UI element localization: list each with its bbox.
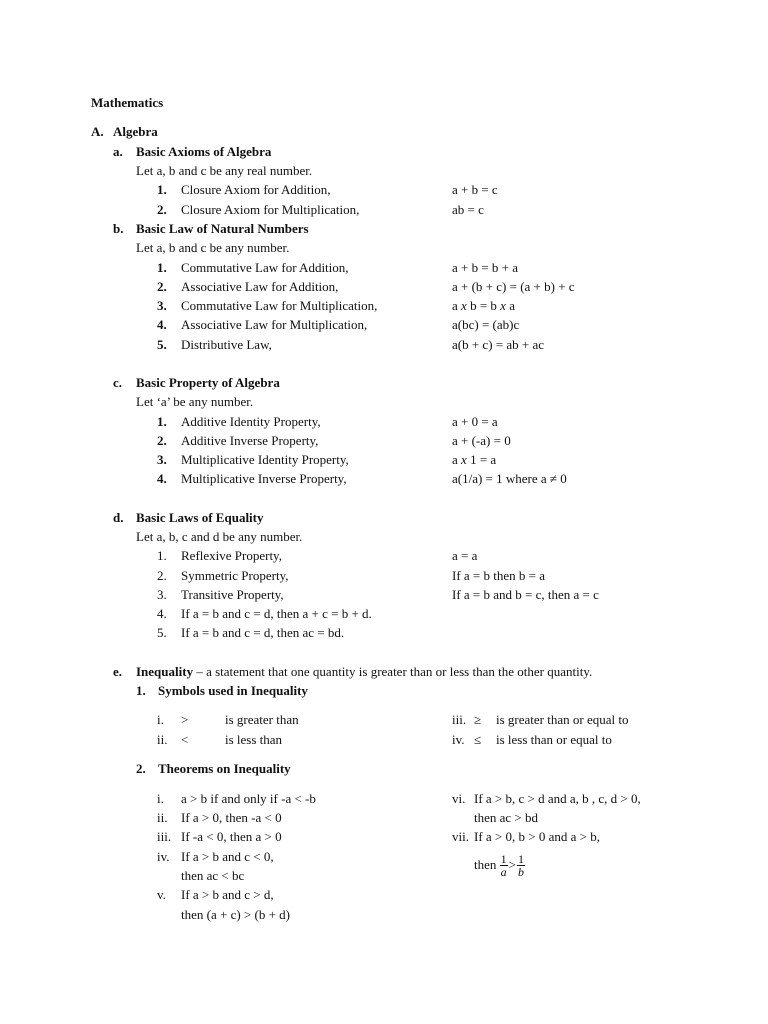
list-item-number: 4. [157,317,167,332]
list-item-number: 1. [157,548,167,563]
list-item-text: Symmetric Property, [181,568,289,583]
page-title: Mathematics [91,95,164,110]
symbol-item-meaning: is greater than [225,712,299,727]
list-item-formula: a + (b + c) = (a + b) + c [452,279,575,294]
list-item-number: 4. [157,606,167,621]
theorem-line: If a > 0, then -a < 0 [181,810,282,825]
list-item-text: Multiplicative Identity Property, [181,452,349,467]
symbol-item-number: i. [157,712,164,727]
list-item-formula: a x b = b x a [452,298,515,313]
theorem-number: i. [157,791,164,806]
section-a-heading: Algebra [113,124,158,139]
symbol-item-number: iv. [452,732,465,747]
list-item-formula: a(bc) = (ab)c [452,317,520,332]
symbol-item-number: iii. [452,712,467,727]
sub-c-intro: Let ‘a’ be any number. [136,394,254,409]
symbol-item-symbol: < [181,732,189,747]
theorem-line: If a > 0, b > 0 and a > b, [474,829,600,844]
theorem-line: If -a < 0, then a > 0 [181,829,282,844]
sub-e-definition: – a statement that one quantity is greater than or less than the other quantity. [193,664,593,679]
list-item-text: Additive Identity Property, [181,414,321,429]
sub-e-heading: Inequality [136,664,194,679]
list-item-text: Multiplicative Inverse Property, [181,471,347,486]
symbol-item-symbol: > [181,712,189,727]
theorem-number: vi. [452,791,466,806]
theorems-heading: Theorems on Inequality [158,761,291,776]
theorem-number: v. [157,887,166,902]
theorem-line: If a > b, c > d and a, b , c, d > 0, [474,791,641,806]
sub-c-marker: c. [113,375,123,390]
list-item-number: 2. [157,279,167,294]
list-item-text: Associative Law for Multiplication, [181,317,368,332]
theorem-line: then ac < bc [181,868,245,883]
symbols-heading: Symbols used in Inequality [158,683,308,698]
list-item-text: Closure Axiom for Addition, [181,182,331,197]
list-item-formula: a + b = c [452,182,498,197]
symbol-item-symbol: ≤ [474,732,482,747]
symbol-item-symbol: ≥ [474,712,482,727]
theorems-number: 2. [136,761,146,776]
theorem-line: then ac > bd [474,810,539,825]
greater-than-sign: > [508,857,516,873]
list-item-text: Associative Law for Addition, [181,279,339,294]
list-item-text: Commutative Law for Addition, [181,260,349,275]
list-item-text: Reflexive Property, [181,548,282,563]
list-item-text: If a = b and c = d, then ac = bd. [181,625,345,640]
sub-d-heading: Basic Laws of Equality [136,510,264,525]
list-item-number: 2. [157,433,167,448]
list-item-number: 5. [157,625,167,640]
list-item-number: 1. [157,182,167,197]
list-item-formula: a(1/a) = 1 where a ≠ 0 [452,471,567,486]
list-item-number: 3. [157,587,167,602]
list-item-formula: a + (-a) = 0 [452,433,511,448]
sub-b-marker: b. [113,221,124,236]
list-item-number: 3. [157,452,167,467]
list-item-text: Additive Inverse Property, [181,433,319,448]
list-item-formula: a + 0 = a [452,414,498,429]
sub-a-intro: Let a, b and c be any real number. [136,163,313,178]
sub-e-marker: e. [113,664,123,679]
list-item-number: 1. [157,414,167,429]
sub-b-intro: Let a, b and c be any number. [136,240,290,255]
sub-d-intro: Let a, b, c and d be any number. [136,529,303,544]
sub-a-heading: Basic Axioms of Algebra [136,144,272,159]
symbol-item-meaning: is greater than or equal to [496,712,629,727]
list-item-number: 3. [157,298,167,313]
theorem-fraction-line [474,850,525,879]
theorem-line: a > b if and only if -a < -b [181,791,316,806]
theorem-line: then (a + c) > (b + d) [181,907,290,922]
list-item-formula: a + b = b + a [452,260,519,275]
sub-c-heading: Basic Property of Algebra [136,375,280,390]
symbol-item-meaning: is less than or equal to [496,732,612,747]
sub-a-marker: a. [113,144,123,159]
theorem-number: vii. [452,829,469,844]
list-item-text: Distributive Law, [181,337,272,352]
theorem-then: then [474,857,497,873]
list-item-formula: a = a [452,548,478,563]
sub-b-heading: Basic Law of Natural Numbers [136,221,309,236]
theorem-number: ii. [157,810,168,825]
list-item-number: 1. [157,260,167,275]
sub-d-marker: d. [113,510,124,525]
list-item-number: 5. [157,337,167,352]
list-item-text: If a = b and c = d, then a + c = b + d. [181,606,372,621]
symbol-item-number: ii. [157,732,168,747]
fraction-one-over-b: $\frac{1}{b}$ [517,851,524,879]
section-a-marker: A. [91,124,104,139]
list-item-number: 4. [157,471,167,486]
symbol-item-meaning: is less than [225,732,283,747]
theorem-number: iii. [157,829,172,844]
list-item-formula: If a = b and b = c, then a = c [452,587,599,602]
theorem-number: iv. [157,849,170,864]
theorem-line: If a > b and c < 0, [181,849,274,864]
sub-e-definition-line [136,664,592,680]
fraction-one-over-a: $\frac{1}{a}$ [500,851,507,879]
list-item-formula: a x 1 = a [452,452,497,467]
list-item-number: 2. [157,568,167,583]
list-item-formula: ab = c [452,202,484,217]
list-item-formula: a(b + c) = ab + ac [452,337,545,352]
symbols-number: 1. [136,683,146,698]
list-item-text: Closure Axiom for Multiplication, [181,202,360,217]
list-item-text: Commutative Law for Multiplication, [181,298,378,313]
list-item-number: 2. [157,202,167,217]
list-item-text: Transitive Property, [181,587,284,602]
theorem-line: If a > b and c > d, [181,887,274,902]
list-item-formula: If a = b then b = a [452,568,545,583]
